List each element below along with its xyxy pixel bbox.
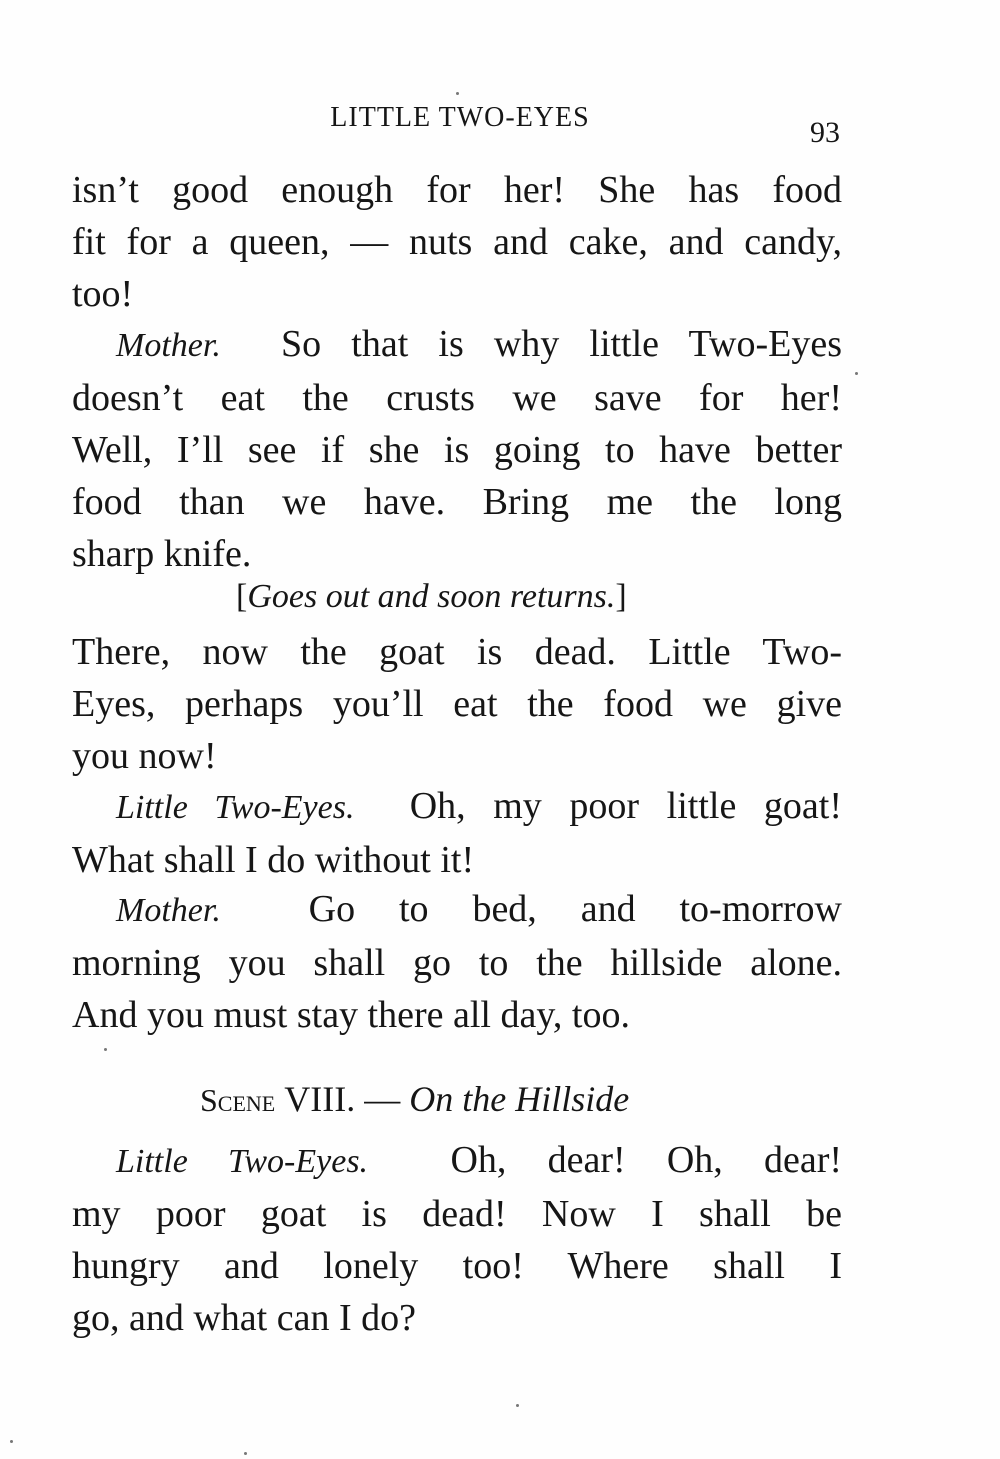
speaker-name: Mother.	[116, 892, 221, 929]
text-line: sharp knife.	[72, 533, 252, 575]
dialogue-first-line	[72, 780, 842, 834]
dialogue-text: Go to bed, and to-morrow	[308, 888, 842, 930]
scene-title: On the Hillside	[409, 1079, 630, 1119]
text-line: food than we have. Bring me the long	[72, 481, 842, 523]
dialogue-first-line	[72, 883, 842, 937]
scene-number: VIII.	[284, 1079, 356, 1119]
scan-speck	[104, 1048, 107, 1051]
dialogue-first-line	[72, 318, 842, 372]
dialogue-text: Oh, my poor little goat!	[409, 785, 843, 827]
speaker-name: Mother.	[116, 327, 221, 364]
text-line: hungry and lonely too! Where shall I	[72, 1245, 842, 1287]
dialogue-mother-continued	[72, 626, 842, 782]
dialogue-first-line	[72, 1134, 842, 1188]
text-line: Eyes, perhaps you’ll eat the food we give	[72, 683, 842, 725]
text-line: too!	[72, 273, 134, 315]
text-line: go, and what can I do?	[72, 1297, 416, 1339]
text-line: morning you shall go to the hillside alone.	[72, 942, 842, 984]
scene-heading	[200, 1078, 629, 1120]
text-line: my poor goat is dead! Now I shall be	[72, 1193, 842, 1235]
scan-speck	[10, 1440, 13, 1443]
dialogue-text: So that is why little Two-Eyes	[281, 323, 842, 365]
text-line: Well, I’ll see if she is going to have better	[72, 429, 842, 471]
scan-speck	[456, 92, 459, 95]
speaker-name: Little Two-Eyes.	[116, 789, 355, 826]
text-line: doesn’t eat the crusts we save for her!	[72, 377, 842, 419]
dialogue-mother-1	[72, 318, 842, 580]
text-line: isn’t good enough for her! She has food	[72, 169, 842, 211]
dialogue-mother-2	[72, 883, 842, 1041]
text-line: you now!	[72, 735, 217, 777]
dialogue-little-two-eyes-1	[72, 780, 842, 886]
speaker-name: Little Two-Eyes.	[116, 1143, 369, 1180]
scene-dash: —	[364, 1079, 401, 1119]
stage-direction-text: Goes out and soon returns.	[247, 578, 616, 615]
bracket-open: [	[236, 578, 248, 615]
text-line: And you must stay there all day, too.	[72, 994, 630, 1036]
scan-speck	[855, 372, 858, 375]
text-line: There, now the goat is dead. Little Two-	[72, 631, 842, 673]
scene-label: Scene	[200, 1082, 276, 1118]
dialogue-little-two-eyes-2	[72, 1134, 842, 1344]
text-line: fit for a queen, — nuts and cake, and candy,	[72, 221, 842, 263]
scan-speck	[516, 1404, 519, 1407]
paragraph-continuation	[72, 164, 842, 320]
scan-speck	[244, 1452, 247, 1455]
bracket-close: ]	[615, 578, 627, 615]
page-number: 93	[810, 116, 840, 149]
text-line: What shall I do without it!	[72, 839, 475, 881]
running-title: LITTLE TWO-EYES	[330, 102, 590, 133]
dialogue-text: Oh, dear! Oh, dear!	[450, 1139, 843, 1181]
stage-direction	[236, 578, 627, 616]
